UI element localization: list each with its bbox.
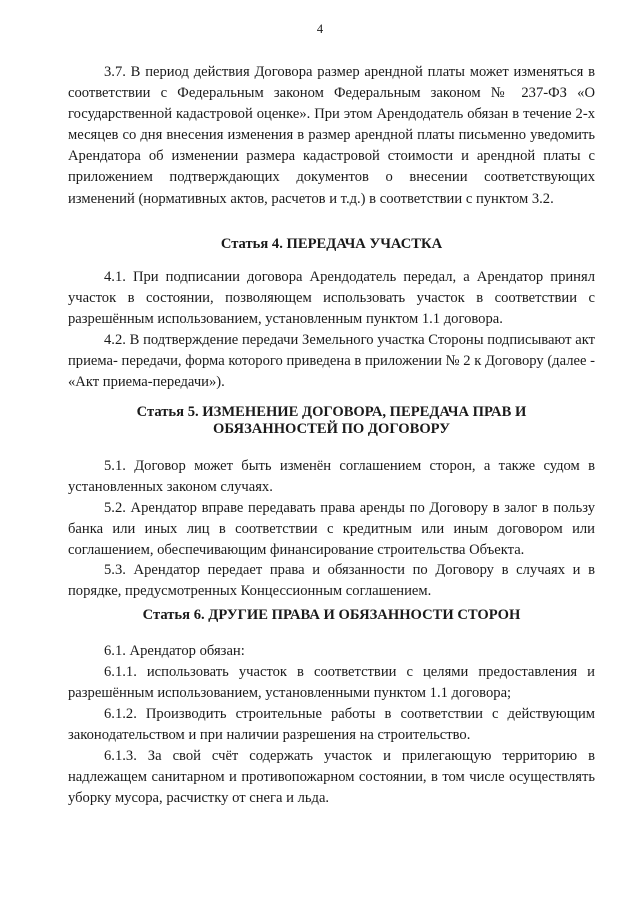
article-5-heading-line-1: Статья 5. ИЗМЕНЕНИЕ ДОГОВОРА, ПЕРЕДАЧА ПРАВ И [136, 404, 527, 420]
paragraph-5-2: 5.2. Арендатор вправе передавать права аренды по Договору в залог в пользу банка или иных лиц в соответствии с кредитным или иным договором или соглашением, обеспечивающим финансирование строительства Объекта. [68, 500, 595, 559]
paragraph-6-1: 6.1. Арендатор обязан: [104, 643, 245, 659]
paragraph-3-7: 3.7. В период действия Договора размер арендной платы может изменяться в соответствии с Федеральным законом Федеральным законом № 237-ФЗ «О государственной кадастровой оценке». При этом Арендодатель обязан в течение 2-х месяцев со дня внесения изменения в размер арендной платы письменно уведомить Арендатора об изменении размера кадастровой стоимости и арендной платы с приложением подтверждающих документов о внесении соответствующих изменений (нормативных актов, расчетов и т.д.) в соответствии с пунктом 3.2. [68, 64, 595, 207]
paragraph-6-1-2: 6.1.2. Производить строительные работы в соответствии с действующим законодательством и при наличии разрешения на строительство. [68, 706, 595, 744]
paragraph-4-1: 4.1. При подписании договора Арендодатель передал, а Арендатор принял участок в состоянии, позволяющем использовать участок в соответствии с разрешённым использованием, установленным пунктом 1.1 договора. [68, 269, 595, 328]
paragraph-5-3: 5.3. Арендатор передает права и обязанности по Договору в случаях и в порядке, предусмотренных Концессионным соглашением. [68, 562, 595, 600]
paragraph-6-1-1: 6.1.1. использовать участок в соответствии с целями предоставления и разрешённым использованием, установленными пунктом 1.1 договора; [68, 664, 595, 702]
page-number: 4 [316, 22, 324, 36]
article-5-heading-line-2: ОБЯЗАННОСТЕЙ ПО ДОГОВОРУ [213, 421, 450, 437]
article-6-heading: Статья 6. ДРУГИЕ ПРАВА И ОБЯЗАННОСТИ СТОРОН [142, 607, 521, 623]
paragraph-6-1-3: 6.1.3. За свой счёт содержать участок и прилегающую территорию в надлежащем санитарном и противопожарном состоянии, в том числе осуществлять уборку мусора, расчистку от снега и льда. [68, 748, 595, 807]
article-4-heading: Статья 4. ПЕРЕДАЧА УЧАСТКА [220, 236, 443, 252]
paragraph-5-1: 5.1. Договор может быть изменён соглашением сторон, а также судом в установленных законом случаях. [68, 458, 595, 496]
paragraph-4-2: 4.2. В подтверждение передачи Земельного участка Стороны подписывают акт приема- передачи, форма которого приведена в приложении № 2 к Договору (далее - «Акт приема-передачи»). [68, 332, 595, 391]
